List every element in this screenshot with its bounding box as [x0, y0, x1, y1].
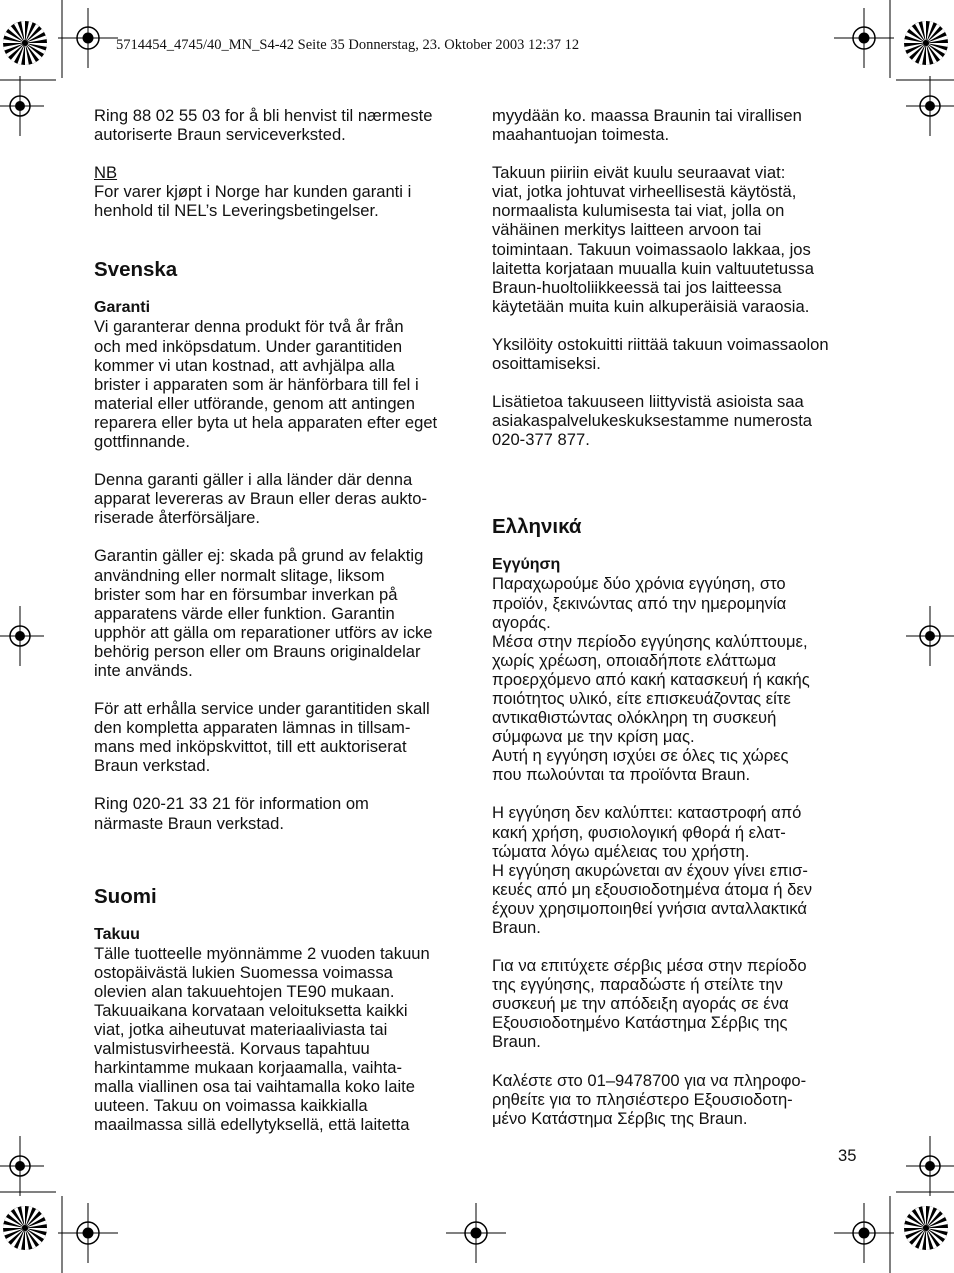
greek-paragraph-4: Καλέστε στο 01–9478700 για να πληροφο- ρηθείτε για το πλησιέστερο Εξουσιοδοτη- μένο Κατάστημα Σέρβις της Braun.: [492, 1070, 807, 1128]
norsk-service-text: Ring 88 02 55 03 for å bli henvist til nærmeste autoriserte Braun serviceverksted.: [94, 106, 433, 145]
svenska-heading: Svenska: [94, 258, 178, 282]
suomi-cont-paragraph-2: Takuun piiriin eivät kuulu seuraavat viat: viat, jotka johtuvat virheellisestä käytöstä, normaalista kulumisesta tai viat, jolla on vähäinen merkitys laitteen arvoon tai toimintaan. Takuun voimassaolo lakkaa, jos laitetta korjataan muualla kuin valtuutetussa Braun-huoltoliikkeessä tai jos laitteessa käytetään muita kuin alkuperäisiä varaosia.: [492, 163, 814, 316]
suomi-subheading: Takuu: [94, 925, 140, 943]
greek-subheading: Εγγύηση: [492, 556, 561, 574]
suomi-paragraph-1: Tälle tuotteelle myönnämme 2 vuoden takuun ostopäivästä lukien Suomessa voimassa olevien alan takuuehtojen TE90 mukaan. Takuuaikana korvataan veloituksetta kaikki viat, jotka aiheutuvat materiaaliviasta tai valmistusvirheestä. Korvaus tapahtuu harkintamme mukaan korjaamalla, vaihta- malla viallinen osa tai vaihtamalla koko laite uuteen. Takuu on voimassa kaikkialla maailmassa sillä edellytyksellä, että laitetta: [94, 943, 430, 1135]
greek-paragraph-2: Η εγγύηση δεν καλύπτει: καταστροφή από κακή χρήση, φυσιολογική φθορά ή ελατ- τώματα λόγω αμέλειας του χρήστη. Η εγγύηση ακυρώνεται αν έχουν γίνει επισ- κευές από μη εξουσιοδοτημένα άτομα ή δεν έχουν χρησιμοποιηθεί γνήσια ανταλλακτικά Braun.: [492, 803, 813, 937]
page-number: 35: [838, 1146, 857, 1165]
svenska-paragraph-2: Denna garanti gäller i alla länder där denna apparat levereras av Braun eller deras aukto- riserade återförsäljare.: [94, 470, 427, 528]
svenska-paragraph-4: För att erhålla service under garantitiden skall den kompletta apparaten lämnas in tillsam- mans med inköpskvittot, till ett auktoriserat Braun verkstad.: [94, 699, 430, 776]
nb-text: For varer kjøpt i Norge har kunden garanti i henhold til NEL’s Leveringsbetingelser.: [94, 182, 412, 221]
greek-paragraph-1: Παραχωρούμε δύο χρόνια εγγύηση, στο προϊόν, ξεκινώντας από την ημερομηνία αγοράς. Μέσα στην περίοδο εγγύησης καλύπτουμε, χωρίς χρέωση, οποιαδήποτε ελάττωμα προερχόμενο από κακή κατασκευή ή κακής ποιότητος υλικό, είτε επισκευάζοντας είτε αντικαθιστώντας ολόκληρη τη συσκευή σύμφωνα με την κρίση μας. Αυτή η εγγύηση ισχύει σε όλες τις χώρες που πωλούνται τα προϊόντα Braun.: [492, 574, 810, 785]
suomi-cont-paragraph-3: Yksilöity ostokuitti riittää takuun voimassaolon osoittamiseksi.: [492, 334, 829, 374]
rosette-target-icon: [903, 20, 949, 66]
greek-heading: Ελληνικά: [492, 515, 582, 539]
suomi-cont-paragraph-1: myydään ko. maassa Braunin tai virallisen maahantuojan toimesta.: [492, 106, 802, 145]
greek-paragraph-3: Για να επιτύχετε σέρβις μέσα στην περίοδο της εγγύησης, παραδώστε ή στείλτε την συσκευή με την απόδειξη αγοράς σε ένα Εξουσιοδοτημένο Κατάστημα Σέρβις της Braun.: [492, 956, 807, 1052]
svenska-paragraph-3: Garantin gäller ej: skada på grund av felaktig användning eller normalt slitage, liksom brister som har en försumbar inverkan på apparatens värde eller funktion. Garantin upphör att gälla om reparationer utförs av icke behörig person eller om Brauns originaldelar inte används.: [94, 546, 433, 680]
suomi-cont-paragraph-4: Lisätietoa takuuseen liittyvistä asioista saa asiakaspalvelukeskuksestamme numerosta 020-377 877.: [492, 392, 813, 450]
rosette-target-icon: [2, 1205, 48, 1251]
print-header: 5714454_4745/40_MN_S4-42 Seite 35 Donnerstag, 23. Oktober 2003 12:37 12: [116, 37, 580, 53]
rosette-target-icon: [903, 1205, 949, 1251]
svenska-paragraph-5: Ring 020-21 33 21 för information om närmaste Braun verkstad.: [94, 794, 369, 833]
nb-label: NB: [94, 163, 118, 183]
svenska-paragraph-1: Vi garanterar denna produkt för två år från och med inköpsdatum. Under garantitiden kommer vi utan kostnad, att avhjälpa alla brister i apparaten som är hänförbara till fel i material eller utförande, genom att antingen reparera eller byta ut hela apparaten efter eget gottfinnande.: [94, 317, 438, 452]
svenska-subheading: Garanti: [94, 299, 151, 317]
rosette-target-icon: [2, 20, 48, 66]
suomi-heading: Suomi: [94, 884, 157, 908]
